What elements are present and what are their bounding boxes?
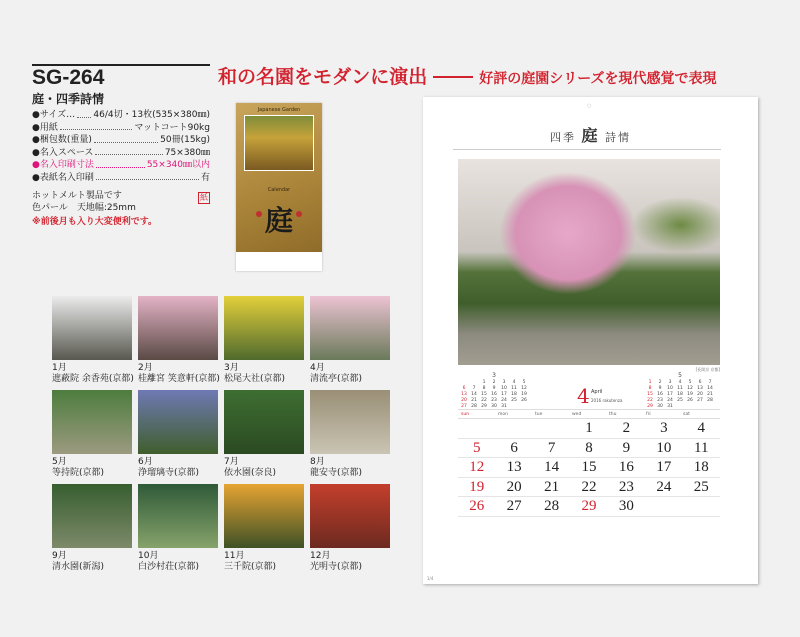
wall-rule xyxy=(453,149,721,150)
spec-value: 有 xyxy=(200,172,210,183)
mini-day: 12 xyxy=(521,386,527,391)
mini-day: 7 xyxy=(708,380,712,385)
mini-day: 15 xyxy=(647,392,653,397)
thumbnail-place: 浄瑠璃寺(京都) xyxy=(138,468,200,478)
thumbnail-photo xyxy=(52,390,132,454)
mini-day: 25 xyxy=(511,398,517,403)
thumbnail-photo xyxy=(310,484,390,548)
cover-image xyxy=(236,103,322,271)
mini-day: 4 xyxy=(512,380,516,385)
thumbnail-place: 遮蔽院 余香苑(京都) xyxy=(52,374,134,384)
day-cell xyxy=(645,497,682,516)
day-cell: 24 xyxy=(656,478,672,495)
mini-day: 3 xyxy=(502,380,506,385)
day-cell: 21 xyxy=(544,478,560,495)
weekday-header xyxy=(458,409,720,419)
spec-list xyxy=(32,109,210,184)
spec-label: ●用紙 xyxy=(32,122,58,133)
product-code: SG-264 xyxy=(32,64,210,89)
spec-label: ●名入スペース xyxy=(32,147,94,158)
thumbnail-place: 光明寺(京都) xyxy=(310,562,363,572)
spec-dots xyxy=(96,172,199,181)
headline-sub: 好評の庭園シリーズを現代感覚で表現 xyxy=(479,71,717,87)
product-title: 庭・四季詩情 xyxy=(32,92,105,106)
thumbnail-month: 12月 xyxy=(310,551,331,561)
thumbnail-month: 6月 xyxy=(138,457,153,467)
mini-day: 9 xyxy=(658,386,662,391)
mini-next-grid xyxy=(645,380,715,409)
day-cell: 4 xyxy=(697,420,706,436)
mini-day: 21 xyxy=(707,392,713,397)
cover-gold xyxy=(236,103,322,252)
day-cell: 28 xyxy=(544,498,560,515)
day-cell: 27 xyxy=(506,498,522,515)
mini-day: 17 xyxy=(501,392,507,397)
spec-label: ●名入印刷寸法 xyxy=(32,160,94,170)
spec-dots xyxy=(60,122,132,131)
mini-day: 23 xyxy=(657,398,663,403)
wall-calendar xyxy=(423,97,758,584)
day-cell xyxy=(458,419,495,438)
mini-day: 18 xyxy=(511,392,517,397)
cover-photo xyxy=(244,115,314,171)
mini-next-title: 5 xyxy=(678,372,682,379)
cover-calendar-label: Calendar xyxy=(267,187,291,193)
wall-logo xyxy=(423,123,758,146)
mini-day: 1 xyxy=(482,380,486,385)
mini-day: 27 xyxy=(461,404,467,409)
day-cell xyxy=(533,419,570,438)
thumbnail-place: 三千院(京都) xyxy=(224,562,277,572)
page-number: 1/4 xyxy=(427,576,434,581)
day-cell: 30 xyxy=(618,498,634,515)
mini-day: 31 xyxy=(501,404,507,409)
day-cell: 14 xyxy=(544,459,560,476)
mini-day: 28 xyxy=(707,398,713,403)
mini-day: 11 xyxy=(677,386,683,391)
mini-day: 29 xyxy=(647,404,653,409)
thumbnail xyxy=(224,296,304,385)
mini-day: 19 xyxy=(687,392,693,397)
day-cell: 23 xyxy=(618,478,634,495)
mini-day: 13 xyxy=(461,392,467,397)
thumbnail-month: 5月 xyxy=(52,457,67,467)
notes xyxy=(32,190,210,228)
thumbnail-month: 4月 xyxy=(310,363,325,373)
mini-day: 10 xyxy=(667,386,673,391)
thumbnail-month: 10月 xyxy=(138,551,159,561)
hang-hole: ○ xyxy=(587,103,592,109)
mini-day xyxy=(459,380,469,385)
thumbnail-photo xyxy=(52,484,132,548)
mini-day: 13 xyxy=(697,386,703,391)
thumbnail xyxy=(224,484,304,573)
headline-main: 和の名園をモダンに演出 xyxy=(218,66,428,88)
spec-value: 55×340㎜以内 xyxy=(146,160,210,170)
day-cell: 29 xyxy=(581,498,597,515)
day-cell: 2 xyxy=(622,420,631,436)
mini-day: 4 xyxy=(678,380,682,385)
mini-day: 5 xyxy=(688,380,692,385)
mini-day: 5 xyxy=(522,380,526,385)
day-cell: 16 xyxy=(618,459,634,476)
thumbnail-month: 11月 xyxy=(224,551,245,561)
thumbnail-photo xyxy=(138,484,218,548)
weekday-label: sun xyxy=(461,412,470,417)
mini-day: 16 xyxy=(657,392,663,397)
week-row xyxy=(458,478,720,498)
mini-day: 18 xyxy=(677,392,683,397)
month-number: 4 xyxy=(577,384,590,408)
thumbnail-month: 3月 xyxy=(224,363,239,373)
thumbnail-photo xyxy=(224,390,304,454)
mini-day: 6 xyxy=(462,386,466,391)
thumbnail xyxy=(52,390,132,479)
day-cell: 8 xyxy=(585,439,593,456)
mini-day: 30 xyxy=(657,404,663,409)
day-cell: 22 xyxy=(581,478,597,495)
spec-dots xyxy=(95,147,162,156)
month-heading xyxy=(577,384,623,408)
day-cell: 6 xyxy=(510,439,518,456)
mini-day: 22 xyxy=(647,398,653,403)
mini-day xyxy=(469,380,479,385)
week-row xyxy=(458,439,720,459)
mini-day: 7 xyxy=(472,386,476,391)
mini-day: 30 xyxy=(491,404,497,409)
thumbnail-place: 龍安寺(京都) xyxy=(310,468,363,478)
thumbnail xyxy=(224,390,304,479)
thumbnail xyxy=(310,390,390,479)
day-cell: 26 xyxy=(469,498,485,515)
thumbnail-month: 1月 xyxy=(52,363,67,373)
thumbnail-photo xyxy=(138,390,218,454)
thumbnail-place: 桂離宮 笑意軒(京都) xyxy=(138,374,220,384)
thumbnail-place: 松尾大社(京都) xyxy=(224,374,286,384)
mini-day: 14 xyxy=(471,392,477,397)
mini-calendar-prev xyxy=(459,372,529,409)
month-year: 2016 rakutenza xyxy=(591,398,623,403)
thumbnail-place: 依水園(奈良) xyxy=(224,468,277,478)
mini-day: 8 xyxy=(648,386,652,391)
weekday-label: wed xyxy=(572,412,582,417)
day-cell: 15 xyxy=(581,459,597,476)
day-cell: 12 xyxy=(469,459,485,476)
thumbnail-place: 清流亭(京都) xyxy=(310,374,363,384)
day-cell: 1 xyxy=(585,420,593,436)
spec-value: 46/4切・13枚(535×380㎜) xyxy=(93,110,210,120)
thumbnail-month: 7月 xyxy=(224,457,239,467)
cover-title: Japanese Garden xyxy=(257,107,301,113)
headline-dash xyxy=(433,76,473,78)
day-cell xyxy=(495,419,532,438)
weekday-label: tue xyxy=(535,412,543,417)
thumbnail-place: 等持院(京都) xyxy=(52,468,105,478)
thumbnail-photo xyxy=(224,296,304,360)
week-row xyxy=(458,419,720,439)
note-hotmelt: ホットメルト製品です xyxy=(32,191,122,201)
mini-day: 26 xyxy=(687,398,693,403)
weekday-label: sat xyxy=(683,412,690,417)
wall-photo xyxy=(458,159,720,365)
mini-day: 12 xyxy=(687,386,693,391)
mini-calendar-next xyxy=(645,372,715,409)
cover-dot-right xyxy=(296,211,302,217)
thumbnail-photo xyxy=(224,484,304,548)
mini-day: 31 xyxy=(667,404,673,409)
mini-day: 24 xyxy=(667,398,673,403)
month-grid xyxy=(458,409,720,517)
spec-row xyxy=(32,134,210,147)
month-name: April xyxy=(591,389,603,395)
spec-value: マットコート90kg xyxy=(134,122,210,133)
wall-logo-big: 庭 xyxy=(581,126,600,145)
day-cell: 25 xyxy=(693,478,709,495)
day-cell xyxy=(683,497,720,516)
weekday-label: fri xyxy=(646,412,651,417)
day-cell: 13 xyxy=(506,459,522,476)
day-cell: 18 xyxy=(693,459,709,476)
mini-day: 29 xyxy=(481,404,487,409)
weekday-label: thu xyxy=(609,412,617,417)
mini-day: 11 xyxy=(511,386,517,391)
mini-day: 25 xyxy=(677,398,683,403)
spec-dots xyxy=(77,109,91,118)
thumbnail-month: 9月 xyxy=(52,551,67,561)
mini-day: 23 xyxy=(491,398,497,403)
thumbnail xyxy=(52,296,132,385)
note-red: ※前後月も入り大変便利です。 xyxy=(32,217,158,227)
wall-logo-small: 四季 xyxy=(549,131,576,144)
thumbnail-photo xyxy=(310,296,390,360)
weekday-label: mon xyxy=(498,412,508,417)
mini-day: 2 xyxy=(658,380,662,385)
thumbnail-month: 8月 xyxy=(310,457,325,467)
spec-row xyxy=(32,172,210,185)
day-cell: 10 xyxy=(656,439,672,456)
day-cell: 19 xyxy=(469,478,485,495)
headline xyxy=(218,62,778,88)
wall-logo-small2: 詩情 xyxy=(605,131,631,144)
spec-row xyxy=(32,147,210,160)
mini-day: 2 xyxy=(492,380,496,385)
mini-day: 16 xyxy=(491,392,497,397)
mini-day: 6 xyxy=(698,380,702,385)
thumbnail-photo xyxy=(138,296,218,360)
note-color: 色パール 天地幅:25mm xyxy=(32,203,136,213)
thumbnail-place: 清水園(新潟) xyxy=(52,562,105,572)
thumbnail xyxy=(52,484,132,573)
mini-prev-title: 3 xyxy=(492,372,496,379)
cover-kanji: 庭 xyxy=(264,204,293,237)
mini-day: 20 xyxy=(461,398,467,403)
thumbnail xyxy=(138,390,218,479)
spec-dots xyxy=(94,134,158,143)
mini-day: 1 xyxy=(648,380,652,385)
spec-dots xyxy=(96,159,145,168)
thumbnail-photo xyxy=(310,390,390,454)
mini-prev-grid xyxy=(459,380,529,409)
mini-day: 14 xyxy=(707,386,713,391)
mini-day: 3 xyxy=(668,380,672,385)
mini-day: 8 xyxy=(482,386,486,391)
thumbnail-month: 2月 xyxy=(138,363,153,373)
mini-day: 10 xyxy=(501,386,507,391)
mini-day: 24 xyxy=(501,398,507,403)
mini-day: 17 xyxy=(667,392,673,397)
mini-day: 21 xyxy=(471,398,477,403)
day-cell: 17 xyxy=(656,459,672,476)
thumbnail xyxy=(138,484,218,573)
mini-day: 19 xyxy=(521,392,527,397)
spec-row xyxy=(32,122,210,135)
mini-day: 9 xyxy=(492,386,496,391)
mini-day: 15 xyxy=(481,392,487,397)
product-spec xyxy=(32,64,210,228)
spec-row xyxy=(32,109,210,122)
thumbnail xyxy=(138,296,218,385)
spec-row xyxy=(32,159,210,172)
day-cell: 11 xyxy=(694,439,709,456)
mini-day: 20 xyxy=(697,392,703,397)
spec-label: ●表紙名入印刷 xyxy=(32,172,94,183)
spec-value: 50冊(15kg) xyxy=(160,135,210,145)
paper-badge: 紙 xyxy=(200,193,208,202)
spec-value: 75×380㎜ xyxy=(164,147,210,158)
week-rows xyxy=(458,419,720,517)
thumbnail xyxy=(310,484,390,573)
day-cell: 20 xyxy=(506,478,522,495)
mini-day: 22 xyxy=(481,398,487,403)
day-cell: 5 xyxy=(472,439,481,456)
spec-label: ●サイズ… xyxy=(32,110,76,120)
photo-credit: [長岡京 京都] xyxy=(695,367,720,372)
thumbnail-place: 白沙村荘(京都) xyxy=(138,562,200,572)
mini-day: 26 xyxy=(521,398,527,403)
day-cell: 3 xyxy=(660,420,668,436)
day-cell: 9 xyxy=(622,439,631,456)
mini-day: 28 xyxy=(471,404,477,409)
spec-label: ●梱包数(重量) xyxy=(32,135,92,145)
thumbnail-photo xyxy=(52,296,132,360)
thumbnail xyxy=(310,296,390,385)
mini-day: 27 xyxy=(697,398,703,403)
week-row xyxy=(458,497,720,517)
day-cell: 7 xyxy=(547,439,556,456)
week-row xyxy=(458,458,720,478)
